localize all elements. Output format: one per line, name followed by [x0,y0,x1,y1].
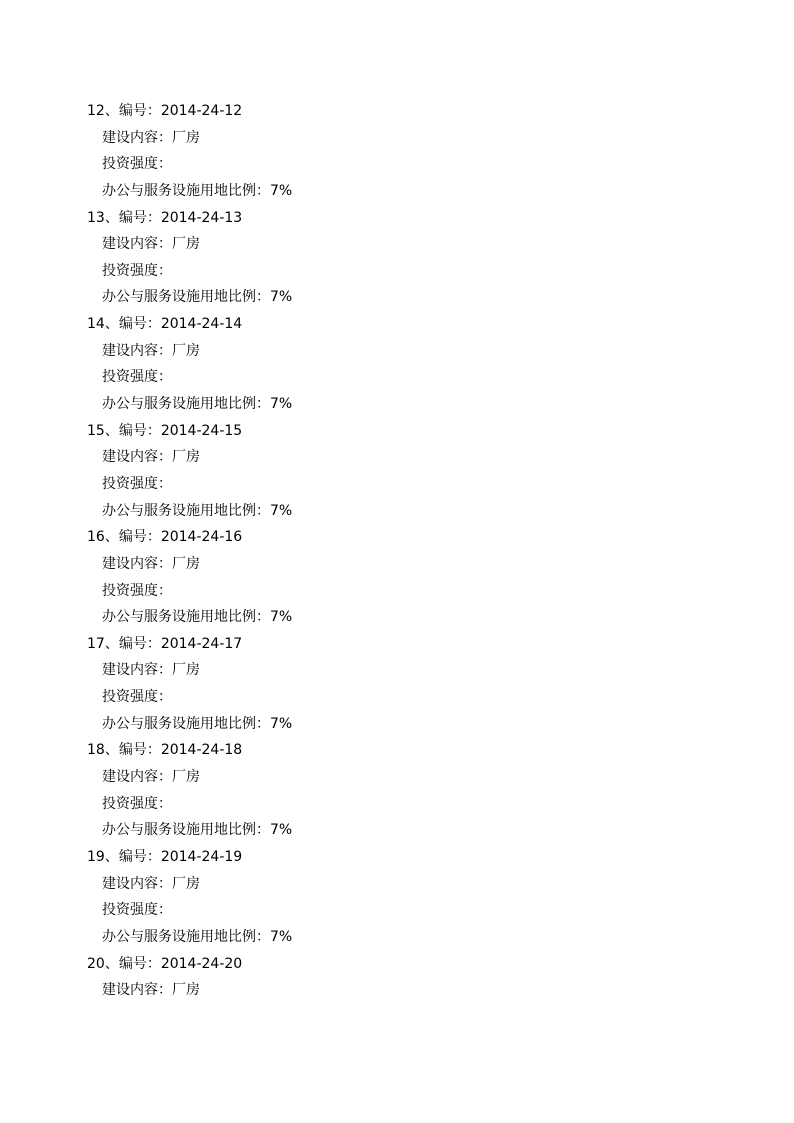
entry-header [87,951,687,978]
code-value: 2014-24-13 [160,209,243,226]
entry-header [87,524,687,551]
entry-list [87,98,687,1004]
code-value: 2014-24-19 [160,848,243,865]
entry-index: 14 [87,316,105,333]
construction-content-label: 建设内容： [102,236,172,253]
office-ratio-label: 办公与服务设施用地比例： [102,289,270,306]
investment-intensity-label: 投资强度： [102,582,172,599]
entry-index: 12 [87,103,105,119]
entry-header [87,737,687,764]
construction-content-label: 建设内容： [102,662,172,679]
entry-separator: 、 [104,422,119,439]
code-value: 2014-24-15 [160,422,243,439]
construction-content-line [87,764,687,791]
code-label: 编号： [118,742,161,759]
investment-intensity-label: 投资强度： [102,689,172,706]
office-ratio-line [87,498,687,525]
entry-separator: 、 [104,848,119,865]
construction-content-value: 厂房 [172,555,200,572]
office-ratio-label: 办公与服务设施用地比例： [102,182,270,199]
code-value: 2014-24-14 [160,316,243,333]
entry-index: 15 [87,422,105,439]
construction-content-label: 建设内容： [102,555,172,572]
office-ratio-value: 7% [270,609,293,626]
office-ratio-value: 7% [270,928,293,945]
entry-index: 20 [87,955,105,972]
investment-intensity-line [87,578,687,605]
construction-content-value: 厂房 [172,875,200,892]
code-value: 2014-24-17 [160,635,243,652]
investment-intensity-line [87,151,687,178]
construction-content-line [87,125,687,152]
entry-separator: 、 [104,103,119,119]
office-ratio-label: 办公与服务设施用地比例： [102,715,270,732]
code-value: 2014-24-16 [160,529,243,546]
construction-content-line [87,231,687,258]
entry-header [87,631,687,658]
entry-header [87,311,687,338]
office-ratio-label: 办公与服务设施用地比例： [102,609,270,626]
entry-separator: 、 [104,209,119,226]
code-label: 编号： [118,316,161,333]
office-ratio-value: 7% [270,715,293,732]
investment-intensity-line [87,364,687,391]
construction-content-line [87,551,687,578]
office-ratio-value: 7% [270,396,293,413]
construction-content-label: 建设内容： [102,342,172,359]
investment-intensity-line [87,791,687,818]
investment-intensity-label: 投资强度： [102,262,172,279]
investment-intensity-label: 投资强度： [102,795,172,812]
code-value: 2014-24-18 [160,742,243,759]
construction-content-value: 厂房 [172,449,200,466]
construction-content-line [87,871,687,898]
office-ratio-value: 7% [270,822,293,839]
entry-index: 18 [87,742,105,759]
office-ratio-line [87,711,687,738]
code-label: 编号： [118,422,161,439]
construction-content-line [87,657,687,684]
entry-separator: 、 [104,635,119,652]
entry-header [87,98,687,125]
office-ratio-label: 办公与服务设施用地比例： [102,928,270,945]
construction-content-label: 建设内容： [102,982,172,999]
investment-intensity-label: 投资强度： [102,475,172,492]
office-ratio-value: 7% [270,289,293,306]
office-ratio-line [87,604,687,631]
office-ratio-line [87,284,687,311]
code-label: 编号： [118,955,161,972]
entry-index: 13 [87,209,105,226]
entry-header [87,418,687,445]
construction-content-label: 建设内容： [102,875,172,892]
code-label: 编号： [118,635,161,652]
entry-header [87,844,687,871]
construction-content-label: 建设内容： [102,449,172,466]
code-label: 编号： [118,209,161,226]
office-ratio-value: 7% [270,182,293,199]
code-value: 2014-24-20 [160,955,243,972]
code-label: 编号： [118,848,161,865]
entry-separator: 、 [104,955,119,972]
investment-intensity-label: 投资强度： [102,902,172,919]
office-ratio-label: 办公与服务设施用地比例： [102,396,270,413]
construction-content-value: 厂房 [172,982,200,999]
construction-content-value: 厂房 [172,769,200,786]
construction-content-line [87,977,687,1004]
office-ratio-line [87,391,687,418]
construction-content-value: 厂房 [172,129,200,146]
code-value: 2014-24-12 [160,103,243,119]
investment-intensity-line [87,684,687,711]
construction-content-label: 建设内容： [102,129,172,146]
investment-intensity-label: 投资强度： [102,369,172,386]
construction-content-line [87,444,687,471]
entry-index: 19 [87,848,105,865]
construction-content-value: 厂房 [172,342,200,359]
code-label: 编号： [118,103,161,119]
office-ratio-line [87,178,687,205]
investment-intensity-line [87,897,687,924]
entry-index: 17 [87,635,105,652]
investment-intensity-label: 投资强度： [102,156,172,173]
entry-separator: 、 [104,316,119,333]
office-ratio-line [87,924,687,951]
construction-content-value: 厂房 [172,662,200,679]
entry-separator: 、 [104,742,119,759]
code-label: 编号： [118,529,161,546]
construction-content-line [87,338,687,365]
office-ratio-label: 办公与服务设施用地比例： [102,822,270,839]
construction-content-value: 厂房 [172,236,200,253]
office-ratio-label: 办公与服务设施用地比例： [102,502,270,519]
office-ratio-value: 7% [270,502,293,519]
investment-intensity-line [87,258,687,285]
entry-index: 16 [87,529,105,546]
construction-content-label: 建设内容： [102,769,172,786]
entry-header [87,205,687,232]
investment-intensity-line [87,471,687,498]
entry-separator: 、 [104,529,119,546]
office-ratio-line [87,817,687,844]
